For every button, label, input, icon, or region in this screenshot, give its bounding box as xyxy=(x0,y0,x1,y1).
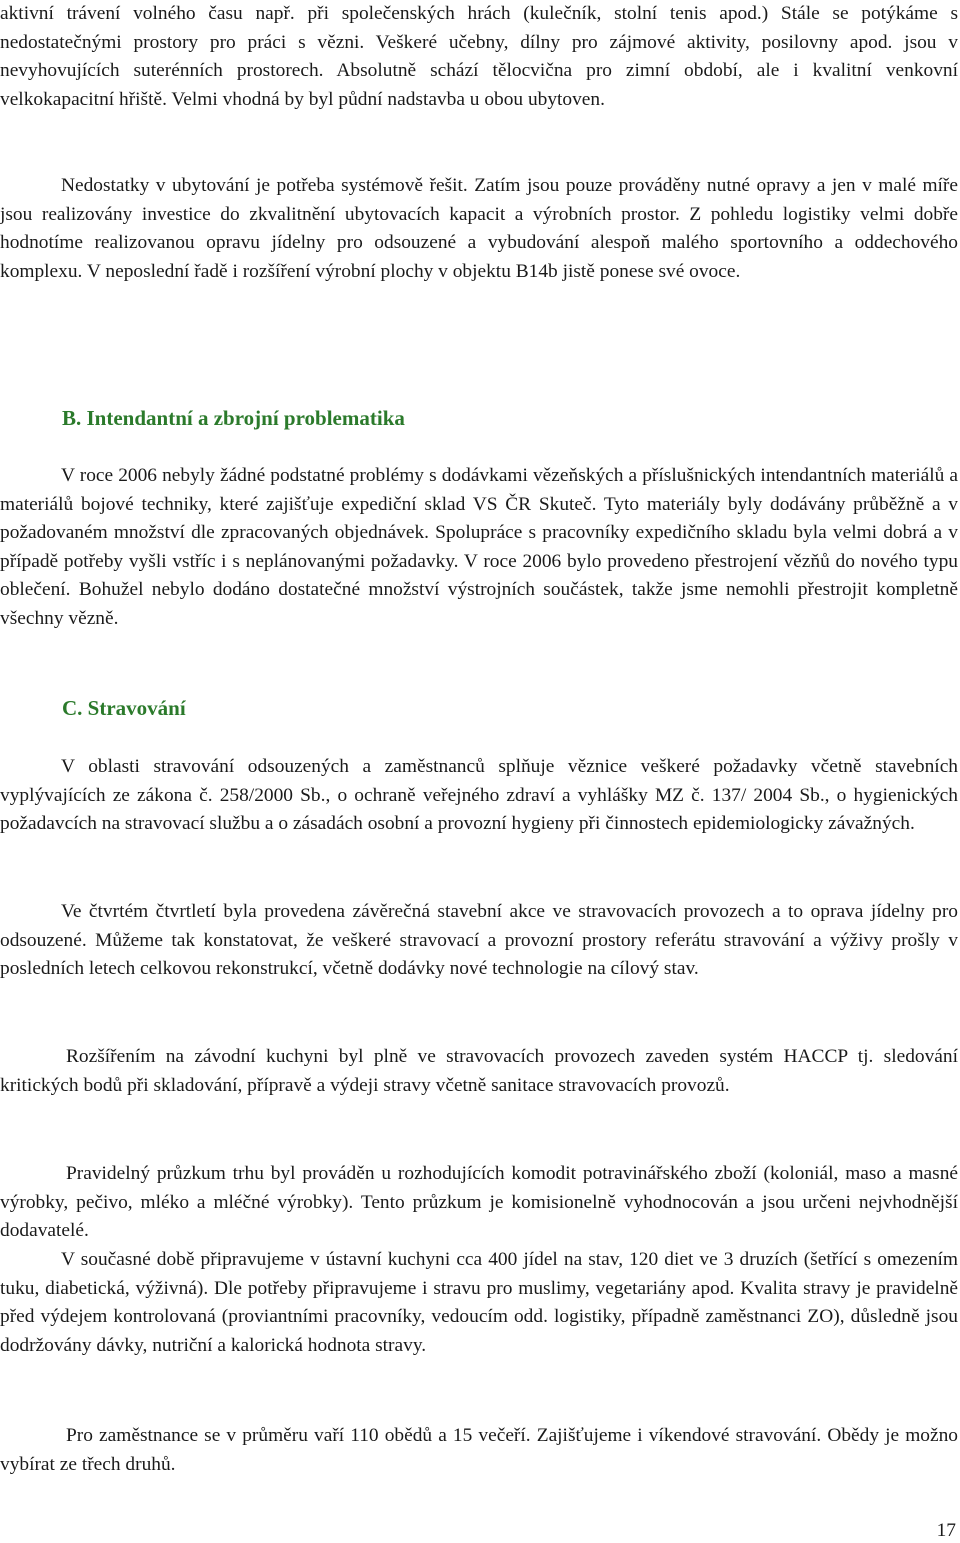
paragraph-intendant-materials: V roce 2006 nebyly žádné podstatné problémy s dodávkami vězeňských a příslušnických intendantních materiálů a materiálů bojové techniky, které zajišťuje expediční sklad VS ČR Skuteč. Tyto materiály byly dodávány průběžně a v požadovaném množství dle zpracovaných objednávek. Spolupráce s pracovníky expedičního skladu byla velmi dobrá a v případě potřeby vyšli vstříc i s neplánovanými požadavky. V roce 2006 bylo provedeno přestrojení vězňů do nového typu oblečení. Bohužel nebylo dodáno dostatečné množství výstrojních součástek, takže jsme nemohli přestrojit kompletně všechny vězně. xyxy=(0,465,958,629)
paragraph-employee-meals: Pro zaměstnance se v průměru vaří 110 obědů a 15 večeří. Zajišťujeme i víkendové stravování. Obědy je možno vybírat ze třech druhů. xyxy=(0,1425,958,1475)
paragraph-market-survey: Pravidelný průzkum trhu byl prováděn u rozhodujících komodit potravinářského zboží (koloniál, maso a masné výrobky, pečivo, mléko a mléčné výrobky). Tento průzkum je komisionelně vyhodnocován a jsou určeni nejvhodnější dodavatelé. xyxy=(0,1163,958,1242)
paragraph-catering-requirements: V oblasti stravování odsouzených a zaměstnanců splňuje věznice veškeré požadavky včetně stavebních vyplývajících ze zákona č. 258/2000 Sb., o ochraně veřejného zdraví a vyhlášky MZ č. 137/ 2004 Sb., o hygienických požadavcích na stravovací službu a o zásadách osobní a provozní hygieny při činnostech epidemiologicky závažných. xyxy=(0,756,958,835)
page-number: 17 xyxy=(936,1520,956,1541)
paragraph-leisure-facilities: aktivní trávení volného času např. při společenských hrách (kulečník, stolní tenis apod.) Stále se potýkáme s nedostatečnými prostory pro práci s vězni. Veškeré učebny, dílny pro zájmové aktivity, posilovny apod. jsou v nevyhovujících suterénních prostorech. Absolutně schází tělocvična pro zimní období, ale i kvalitní venkovní velkokapacitní hřiště. Velmi vhodná by byl půdní nadstavba u obou ubytoven. xyxy=(0,3,958,110)
paragraph-accommodation-shortcomings: Nedostatky v ubytování je potřeba systémově řešit. Zatím jsou pouze prováděny nutné opravy a jen v malé míře jsou realizovány investice do zkvalitnění ubytovacích kapacit a výrobních prostor. Z pohledu logistiky velmi dobře hodnotíme realizovanou opravu jídelny pro odsouzené a vybudování alespoň malého sportovního a oddechového komplexu. V neposlední řadě i rozšíření výrobní plochy v objektu B14b jistě ponese své ovoce. xyxy=(0,175,958,282)
paragraph-haccp: Rozšířením na závodní kuchyni byl plně ve stravovacích provozech zaveden systém HACCP tj. sledování kritických bodů při skladování, přípravě a výdeji stravy včetně sanitace stravovacích provozů. xyxy=(0,1046,958,1096)
section-heading-b: B. Intendantní a zbrojní problematika xyxy=(62,406,405,430)
section-heading-c: C. Stravování xyxy=(62,696,186,720)
paragraph-reconstruction: Ve čtvrtém čtvrtletí byla provedena závěrečná stavební akce ve stravovacích provozech a to oprava jídelny pro odsouzené. Můžeme tak konstatovat, že veškeré stravovací a provozní prostory referátu stravování a výživy prošly v posledních letech celkovou rekonstrukcí, včetně dodávky nové technologie na cílový stav. xyxy=(0,901,958,980)
paragraph-meal-preparation: V současné době připravujeme v ústavní kuchyni cca 400 jídel na stav, 120 diet ve 3 druzích (šetřící s omezením tuku, diabetická, výživná). Dle potřeby připravujeme i stravu pro muslimy, vegetariány apod. Kvalita stravy je pravidelně před výdejem kontrolovaná (proviantními pracovníky, vedoucím odd. logistiky, případně zaměstnanci ZO), důsledně jsou dodržovány dávky, nutriční a kalorická hodnota stravy. xyxy=(0,1249,958,1356)
